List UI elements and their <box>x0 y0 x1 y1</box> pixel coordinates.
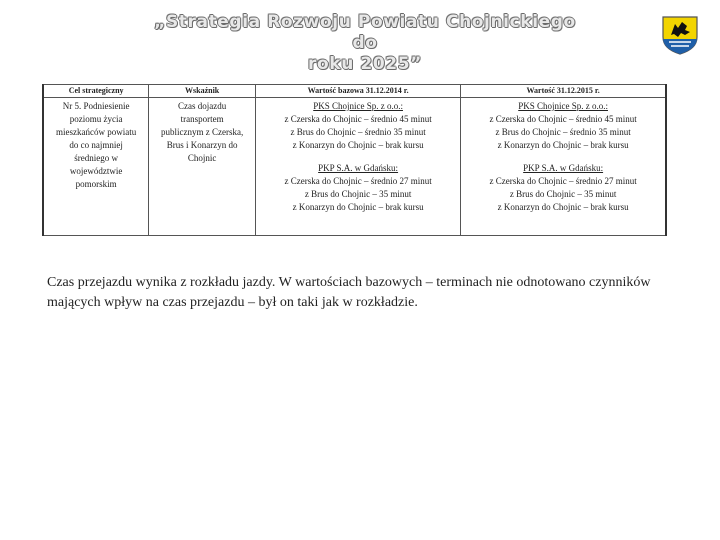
header-base-value: Wartość bazowa 31.12.2014 r. <box>255 85 460 98</box>
header-current-value: Wartość 31.12.2015 r. <box>461 85 666 98</box>
indicator-cell <box>149 98 256 236</box>
header-goal: Cel strategiczny <box>43 85 149 98</box>
indicator-line: publicznym z Czerska, <box>161 127 244 137</box>
title-line-2: roku 2025” <box>308 54 422 74</box>
indicator-line: transportem <box>180 114 224 124</box>
page-title <box>140 12 590 75</box>
indicator-line: Brus i Konarzyn do <box>166 140 238 150</box>
note-line-2: mających wpływ na czas przejazdu – był on taki jak w rozkładzie. <box>47 295 418 310</box>
header-indicator: Wskaźnik <box>149 85 256 98</box>
route-line: z Czerska do Chojnic – średnio 27 minut <box>284 176 432 186</box>
route-line: z Brus do Chojnic – średnio 35 minut <box>495 127 631 137</box>
pks-title: PKS Chojnice Sp. z o.o.: <box>313 101 403 111</box>
note-line-1: Czas przejazdu wynika z rozkładu jazdy. W wartościach bazowych – terminach nie odnotowano czynników <box>47 275 651 290</box>
route-line: z Czerska do Chojnic – średnio 45 minut <box>489 114 637 124</box>
pkp-title: PKP S.A. w Gdańsku: <box>318 163 399 173</box>
route-line: z Czerska do Chojnic – średnio 45 minut <box>284 114 432 124</box>
goal-line: średniego w <box>74 153 118 163</box>
goal-line: Nr 5. Podniesienie <box>62 101 130 111</box>
goal-line: do co najmniej <box>69 140 123 150</box>
goal-line: pomorskim <box>75 179 117 189</box>
coat-of-arms-icon <box>661 15 699 55</box>
route-line: z Brus do Chojnic – 35 minut <box>304 189 412 199</box>
route-line: z Konarzyn do Chojnic – brak kursu <box>292 140 424 150</box>
table-row <box>43 98 666 236</box>
route-line: z Konarzyn do Chojnic – brak kursu <box>497 140 629 150</box>
route-line: z Konarzyn do Chojnic – brak kursu <box>292 202 424 212</box>
spacer <box>463 152 663 162</box>
route-line: z Czerska do Chojnic – średnio 27 minut <box>489 176 637 186</box>
pkp-title: PKP S.A. w Gdańsku: <box>523 163 604 173</box>
table-header-row <box>43 85 666 98</box>
current-value-cell <box>461 98 666 236</box>
route-line: z Brus do Chojnic – średnio 35 minut <box>290 127 426 137</box>
route-line: z Brus do Chojnic – 35 minut <box>509 189 617 199</box>
strategy-table <box>42 84 667 236</box>
route-line: z Konarzyn do Chojnic – brak kursu <box>497 202 629 212</box>
spacer <box>258 152 458 162</box>
goal-line: mieszkańców powiatu <box>56 127 137 137</box>
pks-title: PKS Chojnice Sp. z o.o.: <box>518 101 608 111</box>
indicator-line: Chojnic <box>187 153 217 163</box>
base-value-cell <box>255 98 460 236</box>
goal-line: poziomu życia <box>69 114 123 124</box>
goal-cell <box>43 98 149 236</box>
title-line-1: „Strategia Rozwoju Powiatu Chojnickiego do <box>154 12 576 53</box>
indicator-line: Czas dojazdu <box>178 101 227 111</box>
goal-line: województwie <box>69 166 123 176</box>
note-paragraph <box>47 273 667 313</box>
